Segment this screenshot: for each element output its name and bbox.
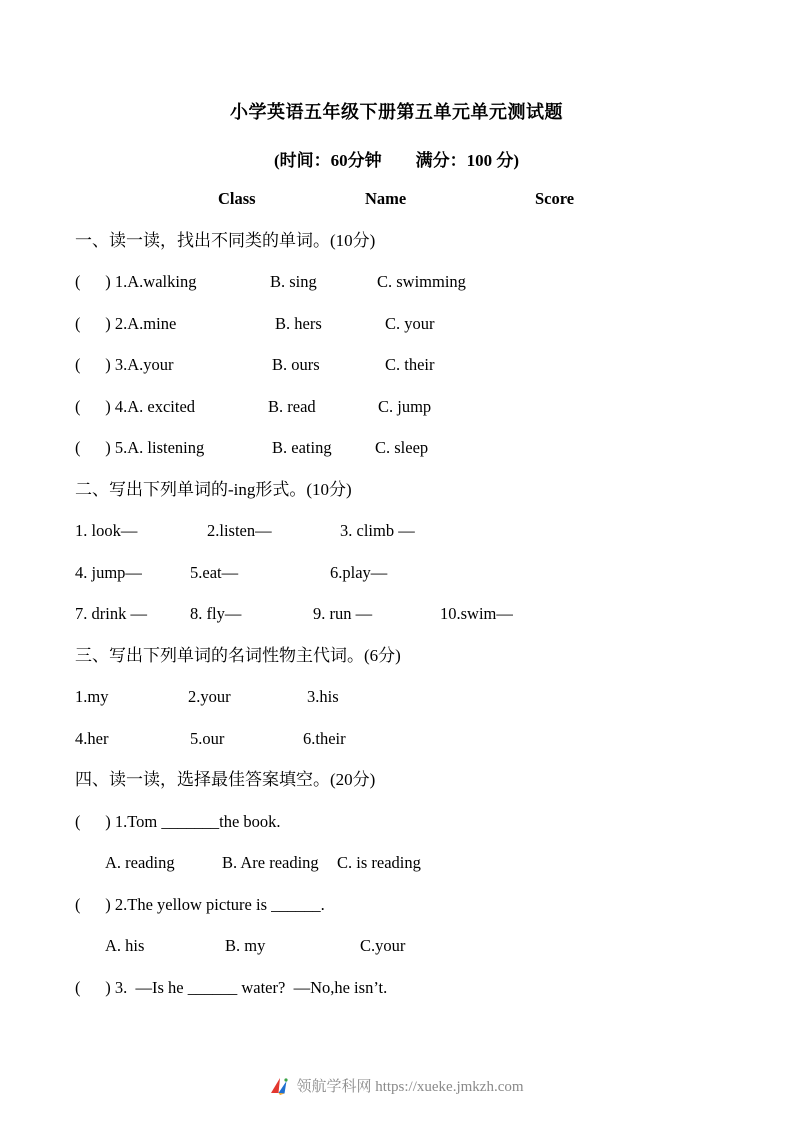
section-2-row-2 — [0, 552, 793, 594]
page-title: 小学英语五年级下册第五单元单元测试题 — [230, 102, 563, 122]
section-4-row-2 — [0, 842, 793, 884]
section-2-row-1 — [0, 510, 793, 552]
section-1-row-3 — [0, 344, 793, 386]
section-3-row-1-seg-3: 3.his — [307, 687, 339, 706]
section-3-row-2-seg-1: 4.her — [75, 728, 109, 748]
section-2-row-3-seg-3: 9. run — — [313, 604, 373, 623]
section-4-row-4 — [0, 925, 793, 967]
page-subtitle: (时间：60分钟 满分：100 分) — [273, 151, 520, 170]
section-4-row-4-seg-3: C.your — [360, 936, 406, 955]
section-3-row-1 — [0, 676, 793, 718]
class-name-score-row-seg-3: Score — [535, 189, 575, 208]
footer-logo-icon — [269, 1076, 289, 1096]
section-1-row-3-seg-1: ( ) 3.A.your — [75, 355, 174, 374]
section-1-row-2-seg-2: B. hers — [275, 313, 322, 333]
section-2-row-2-seg-2: 5.eat— — [190, 562, 239, 582]
section-2-heading: 二、写出下列单词的-ing形式。(10分) — [75, 479, 352, 499]
section-4-row-1-seg-1: ( ) 1.Tom _______the book. — [75, 811, 281, 831]
section-4-row-4-seg-2: B. my — [225, 936, 266, 955]
section-4-row-2-seg-3: C. is reading — [337, 853, 421, 872]
section-4-row-2-seg-2: B. Are reading — [222, 853, 319, 872]
section-3-row-2-seg-2: 5.our — [190, 728, 225, 748]
section-1-row-2-seg-1: ( ) 2.A.mine — [75, 313, 177, 333]
section-4-row-2-seg-1: A. reading — [105, 853, 175, 872]
section-2-row-3-seg-4: 10.swim— — [440, 604, 513, 623]
section-4-row-1 — [0, 801, 793, 843]
section-1-row-1-seg-2: B. sing — [270, 272, 317, 291]
class-name-score-row-seg-1: Class — [218, 189, 256, 208]
section-1-row-5 — [0, 427, 793, 469]
section-4-row-5 — [0, 967, 793, 1009]
section-2-row-2-seg-3: 6.play— — [330, 562, 388, 582]
footer-site-text: 领航学科网 https://xueke.jmkzh.com — [296, 1079, 524, 1095]
section-3-heading: 三、写出下列单词的名词性物主代词。(6分) — [75, 645, 401, 665]
section-4-row-3-seg-1: ( ) 2.The yellow picture is ______. — [75, 894, 325, 914]
section-1-row-2 — [0, 303, 793, 345]
section-2-row-1-seg-1: 1. look— — [75, 521, 138, 540]
paper-body — [0, 178, 793, 1008]
section-4-row-3 — [0, 884, 793, 926]
section-1-row-4-seg-2: B. read — [268, 396, 316, 416]
section-1-row-2-seg-3: C. your — [385, 313, 435, 333]
footer — [0, 1075, 793, 1096]
section-2-row-3-seg-1: 7. drink — — [75, 604, 147, 623]
section-4-row-4-seg-1: A. his — [105, 936, 145, 955]
section-4-heading: 四、读一读，选择最佳答案填空。(20分) — [75, 770, 376, 789]
class-name-score-row — [0, 178, 793, 220]
section-1-row-4 — [0, 386, 793, 428]
section-1-row-3-seg-2: B. ours — [272, 355, 320, 374]
section-2-row-3-seg-2: 8. fly— — [190, 604, 242, 623]
section-1-row-5-seg-2: B. eating — [272, 438, 332, 457]
section-1-heading: 一、读一读，找出不同类的单词。(10分) — [75, 230, 376, 250]
section-2-row-1-seg-2: 2.listen— — [207, 521, 272, 540]
section-1-row-5-seg-3: C. sleep — [375, 438, 429, 457]
section-1-row-1 — [0, 261, 793, 303]
section-3-row-2 — [0, 718, 793, 760]
section-1-row-5-seg-1: ( ) 5.A. listening — [75, 438, 205, 457]
section-3-row-2-seg-3: 6.their — [303, 728, 346, 748]
section-3-row-1-seg-1: 1.my — [75, 687, 109, 706]
section-3-row-1-seg-2: 2.your — [188, 687, 231, 706]
section-1-row-1-seg-1: ( ) 1.A.walking — [75, 272, 197, 291]
section-4-row-5-seg-1: ( ) 3. —Is he ______ water? —No,he isn’t. — [75, 977, 388, 997]
section-1-row-4-seg-1: ( ) 4.A. excited — [75, 396, 196, 416]
class-name-score-row-seg-2: Name — [365, 189, 407, 208]
section-2-row-2-seg-1: 4. jump— — [75, 562, 142, 582]
section-2-row-1-seg-3: 3. climb — — [340, 521, 415, 540]
section-2-row-3 — [0, 593, 793, 635]
section-1-row-3-seg-3: C. their — [385, 355, 435, 374]
section-1-row-1-seg-3: C. swimming — [377, 272, 466, 291]
section-1-row-4-seg-3: C. jump — [378, 396, 432, 416]
